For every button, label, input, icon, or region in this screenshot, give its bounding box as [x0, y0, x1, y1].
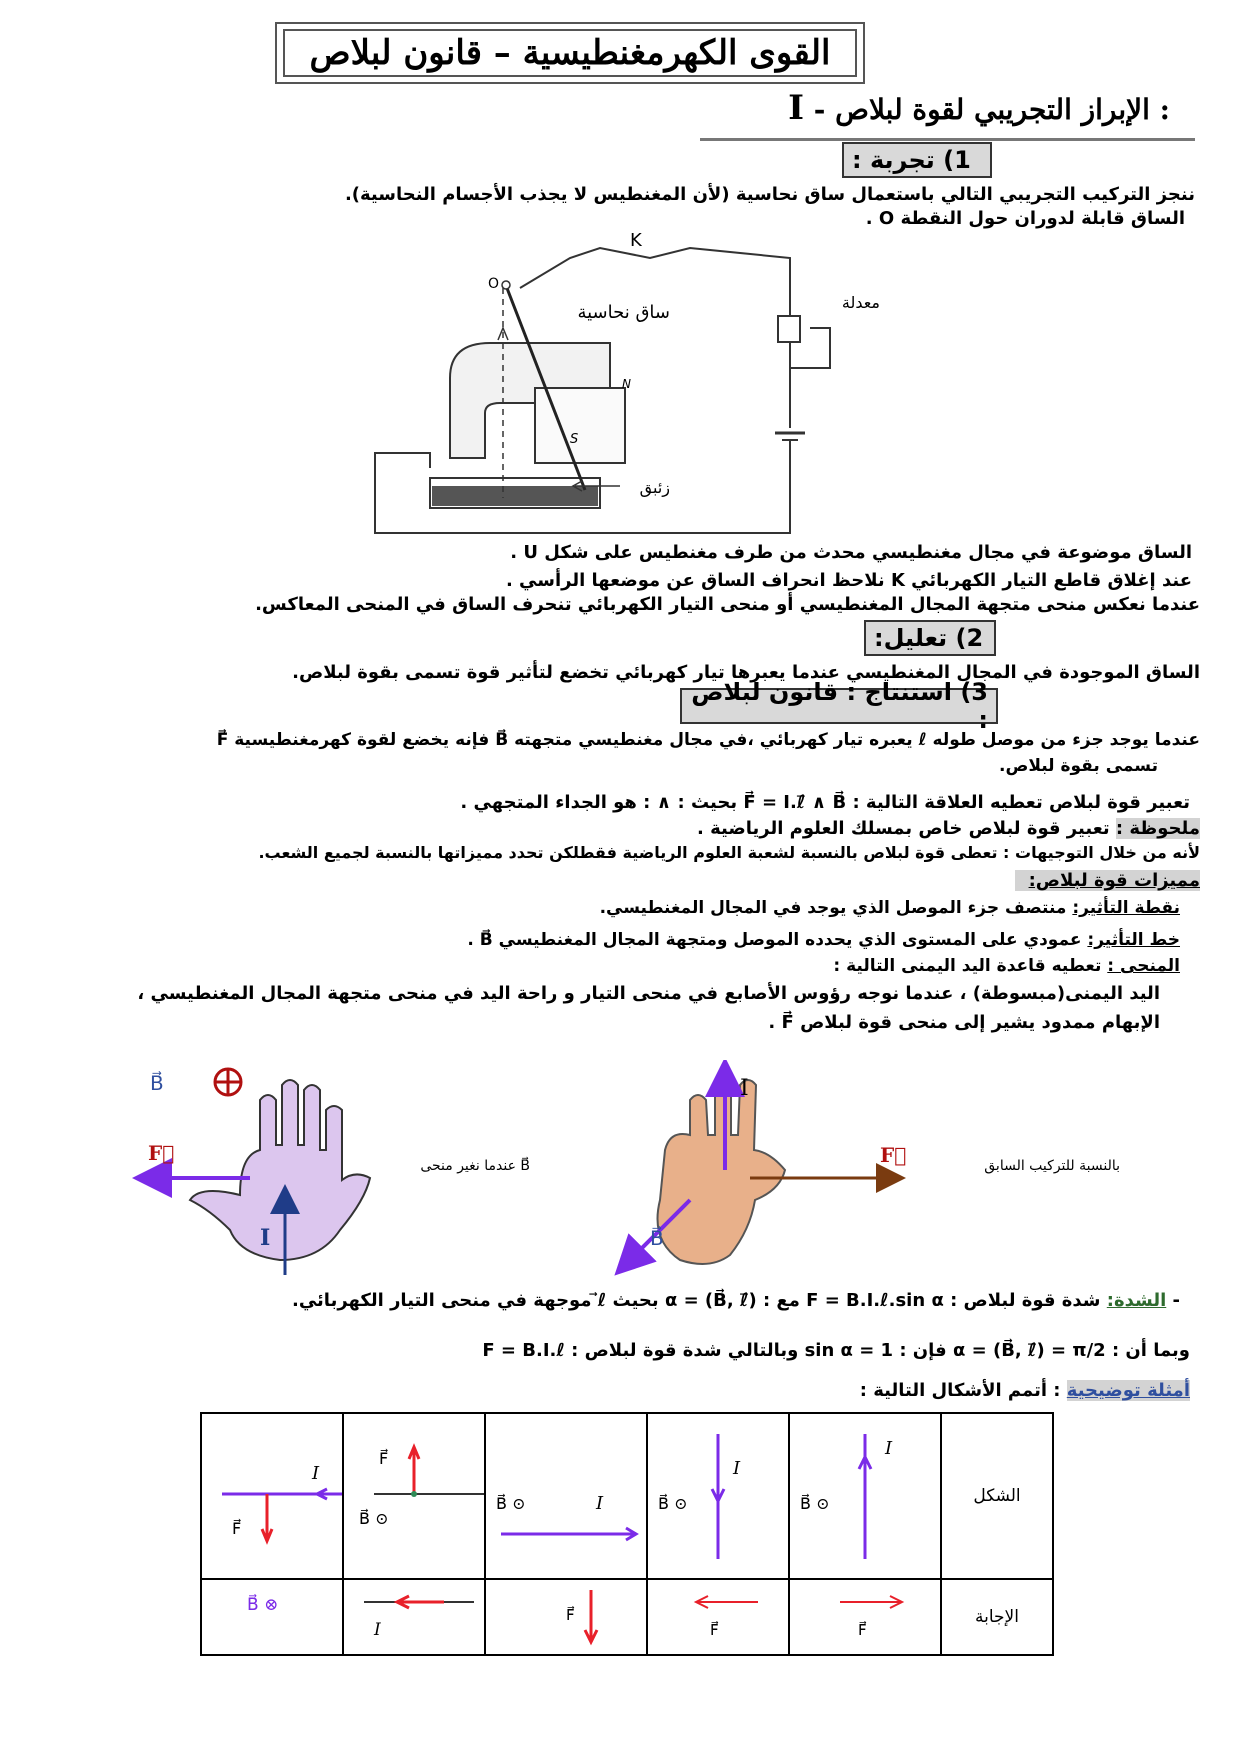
- cell5-I: I: [885, 1438, 893, 1459]
- feature-line-label: خط التأثير:: [1087, 930, 1180, 950]
- left-hand-caption: عندما نغير منحى B⃗: [420, 1158, 530, 1174]
- section-numeral: I: [788, 88, 804, 128]
- rheostat-label: معدلة: [841, 293, 880, 312]
- right-hand-rule-1: اليد اليمنى(مبسوطة) ، عندما نوجه رؤوس الأصابع في منحى التيار و راحة اليد في منحى متجهة المجال المغنطيسي ،: [137, 983, 1160, 1004]
- page-title: القوى الكهرمغنطيسية – قانون لبلاص: [283, 29, 857, 77]
- rod-label: ساق نحاسية: [577, 302, 670, 323]
- right-hand-icon: [658, 1075, 786, 1264]
- experiment-text-1: ننجز التركيب التجريبي التالي باستعمال ساق نحاسية (لأن المغنطيس لا يجذب الأجسام النحاسية).: [344, 184, 1195, 205]
- mercury-label: زئبق: [639, 478, 670, 497]
- remark-label: ملحوظة :: [1115, 818, 1200, 839]
- subsection-interpretation: 2) تعليل:: [864, 620, 996, 656]
- remark-line: [300, 818, 1200, 839]
- features-title: مميزات قوة لبلاص:: [1015, 870, 1200, 891]
- remark-text: تعبير قوة لبلاص خاص بمسلك العلوم الرياضية .: [697, 818, 1110, 839]
- examples-table: [200, 1412, 1054, 1656]
- table-cell: [485, 1413, 647, 1579]
- pivot-label: O: [488, 276, 500, 292]
- intensity-max-line: وبما أن : α = (B⃗, ℓ⃗) = π/2 فإن : sin α = 1 وبالتالي شدة قوة لبلاص : F = B.I.ℓ: [482, 1340, 1190, 1361]
- subsection-conclusion: 3) استنتاج : قانون لبلاص :: [680, 688, 998, 724]
- feature-direction: [600, 956, 1180, 976]
- answer1-B: B⃗ ⊗: [247, 1595, 279, 1615]
- law-text-1: عندما يوجد جزء من موصل طوله ℓ يعبره تيار كهربائي ،في مجال مغنطيسي متجهته B⃗ فإنه يخضع لقوة كهرمغنطيسية F⃗: [216, 730, 1200, 750]
- switch-label: K: [630, 230, 642, 251]
- right-F-label: F⃗: [880, 1143, 907, 1167]
- cell2-F: F⃗: [379, 1449, 389, 1468]
- feature-point-text: منتصف جزء الموصل الذي يوجد في المجال المغنطيسي.: [599, 898, 1067, 918]
- answer4-F: F⃗: [710, 1621, 719, 1639]
- left-F-label: F⃗: [148, 1141, 175, 1165]
- cell3-B: B⃗ ⊙: [496, 1494, 526, 1513]
- cell2-B: B⃗ ⊙: [359, 1509, 389, 1528]
- right-hand-rule-figure: [130, 1060, 1130, 1280]
- table-cell: [647, 1413, 789, 1579]
- title-frame: [275, 22, 865, 84]
- feature-direction-text: تعطيه قاعدة اليد اليمنى التالية :: [833, 956, 1102, 976]
- feature-point: [300, 898, 1180, 918]
- observation-2: عند إغلاق قاطع التيار الكهربائي K نلاحظ انحراف الساق عن موضعها الرأسي .: [505, 570, 1192, 591]
- section-heading: [700, 88, 1170, 128]
- section-underline: [700, 138, 1195, 141]
- left-B-label: B⃗: [150, 1071, 164, 1095]
- intensity-line: - الشدة: شدة قوة لبلاص : F = B.I.ℓ.sin α مع : α = (B⃗, ℓ⃗) بحيث ℓ⃗ موجهة في منحى التيار الكهربائي.: [292, 1290, 1180, 1311]
- cell4-B: B⃗ ⊙: [658, 1494, 688, 1513]
- experiment-text-2: الساق قابلة لدوران حول النقطة O .: [865, 208, 1185, 229]
- observation-3: عندما نعكس منحى متجهة المجال المغنطيسي أو منحى التيار الكهربائي تنحرف الساق في المنحى المعاكس.: [255, 594, 1200, 615]
- intensity-text: شدة قوة لبلاص : F = B.I.ℓ.sin α مع : α = (B⃗, ℓ⃗) بحيث ℓ⃗ موجهة في منحى التيار الكهربائي.: [292, 1290, 1101, 1311]
- cell1-I: I: [312, 1463, 320, 1484]
- intensity-label: الشدة:: [1106, 1290, 1167, 1311]
- cell1-F: F⃗: [232, 1519, 242, 1538]
- examples-text: : أتمم الأشكال التالية :: [859, 1380, 1061, 1401]
- subsection-experiment: 1) تجربة :: [842, 142, 992, 178]
- cell4-I: I: [733, 1458, 741, 1479]
- observation-1: الساق موضوعة في مجال مغنطيسي محدث من طرف مغنطيس على شكل U .: [510, 542, 1192, 563]
- table-cell: [201, 1413, 343, 1579]
- south-pole-label: S: [570, 432, 579, 447]
- feature-line: [250, 930, 1180, 950]
- row-label-shape: الشكل: [941, 1413, 1053, 1579]
- answer-cell: [485, 1579, 647, 1655]
- experiment-diagram: [370, 228, 880, 538]
- feature-direction-label: المنحى :: [1107, 956, 1180, 976]
- left-hand-icon: [190, 1080, 370, 1260]
- cell3-I: I: [596, 1493, 604, 1514]
- answer-cell: [789, 1579, 941, 1655]
- answer-cell: [647, 1579, 789, 1655]
- right-hand-caption: بالنسبة للتركيب السابق: [984, 1158, 1120, 1174]
- left-I-label: I: [260, 1225, 271, 1251]
- right-hand-rule-2: الإبهام ممدود يشير إلى منحى قوة لبلاص F⃗ .: [768, 1012, 1160, 1033]
- feature-point-label: نقطة التأثير:: [1072, 898, 1180, 918]
- interpretation-text: الساق الموجودة في المجال المغنطيسي عندما يعبرها تيار كهربائي تخضع لتأثير قوة تسمى بقوة لبلاص.: [292, 662, 1200, 683]
- law-text-2: تسمى بقوة لبلاص.: [999, 756, 1158, 776]
- answer2-I: I: [374, 1620, 381, 1640]
- row-label-answer: الإجابة: [941, 1579, 1053, 1655]
- cell5-B: B⃗ ⊙: [800, 1494, 830, 1513]
- right-I-label: I: [740, 1076, 749, 1101]
- table-cell: [789, 1413, 941, 1579]
- answer-cell: [343, 1579, 485, 1655]
- examples-line: [600, 1380, 1190, 1401]
- feature-line-text: عمودي على المستوى الذي يحدده الموصل ومتجهة المجال المغنطيسي B⃗ .: [467, 930, 1082, 950]
- answer5-F: F⃗: [858, 1621, 867, 1639]
- law-expression: تعبير قوة لبلاص تعطيه العلاقة التالية : F⃗ = I.ℓ⃗ ∧ B⃗ بحيث : ∧ : هو الجداء المتجهي .: [460, 792, 1190, 813]
- reason-text: لأنه من خلال التوجيهات : تعطى قوة لبلاص بالنسبة لشعبة العلوم الرياضية فقطلكن تحدد مميزاتها بالنسبة لجميع الشعب.: [258, 843, 1200, 862]
- answer-cell: [201, 1579, 343, 1655]
- right-B-label: B⃗: [650, 1226, 664, 1250]
- table-cell: [343, 1413, 485, 1579]
- north-pole-label: N: [622, 377, 631, 391]
- examples-label: أمثلة توضيحية: [1066, 1380, 1190, 1401]
- answer3-F: F⃗: [566, 1606, 575, 1624]
- section-title: - الإبراز التجريبي لقوة لبلاص :: [813, 93, 1170, 126]
